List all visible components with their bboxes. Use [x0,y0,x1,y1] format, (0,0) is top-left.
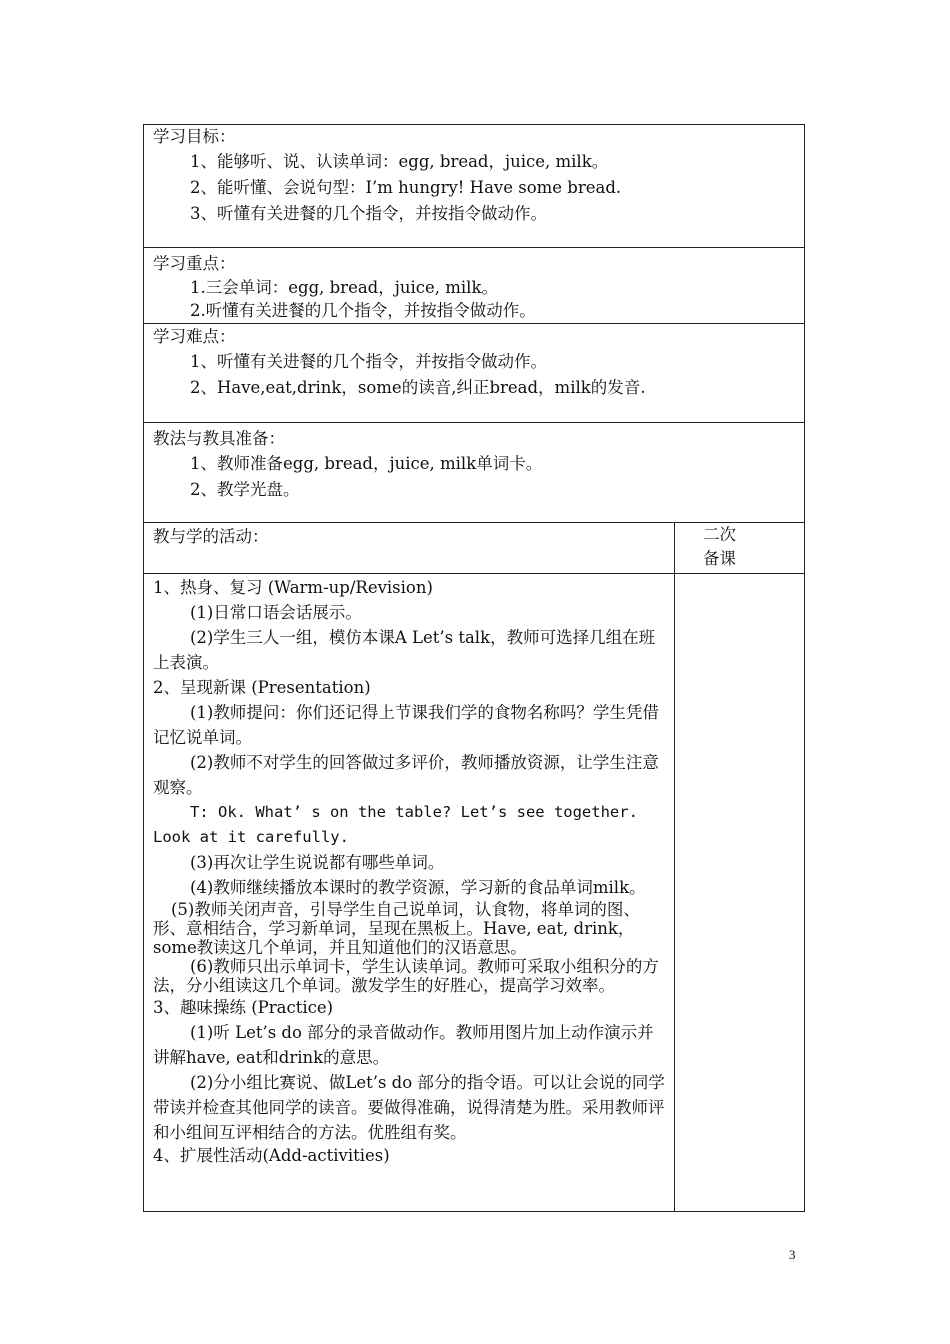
methods-row [144,423,805,523]
goal-item: 2、能听懂、会说句型：I’m hungry! Have some bread. [190,178,622,197]
activities-title-cell [144,523,675,574]
goals-cell [144,125,805,248]
section-heading: 4、扩展性活动(Add-activities) [153,1146,390,1165]
key-points-row [144,248,805,324]
activity-step: (1)教师提问：你们还记得上节课我们学的食物名称吗？学生凭借记忆说单词。 [153,703,659,747]
activities-title: 教与学的活动： [153,527,269,546]
teacher-dialogue: T: Ok. What’ s on the table? Let’s see together. Look at it carefully. [153,803,638,846]
key-points-title: 学习重点： [153,254,236,273]
key-point-item: 2.听懂有关进餐的几个指令，并按指令做动作。 [190,301,536,320]
second-prep-label: 二次 [703,525,736,544]
second-prep-label: 备课 [703,549,736,568]
difficulty-item: 1、听懂有关进餐的几个指令，并按指令做动作。 [190,352,547,371]
methods-title: 教法与教具准备： [153,429,285,448]
section-heading: 1、热身、复习 (Warm-up/Revision) [153,578,433,597]
activity-step: (4)教师继续播放本课时的教学资源，学习新的食品单词milk。 [190,878,646,897]
goal-item: 3、听懂有关进餐的几个指令，并按指令做动作。 [190,204,547,223]
method-item: 1、教师准备egg, bread，juice, milk单词卡。 [190,454,543,473]
activity-step: (1)日常口语会话展示。 [190,603,362,622]
lesson-plan-table [143,124,805,1212]
goals-row [144,125,805,248]
difficulties-cell [144,324,805,423]
activities-body-row [144,574,805,1212]
key-point-item: 1.三会单词：egg, bread，juice, milk。 [190,278,498,297]
difficulties-title: 学习难点： [153,327,236,346]
method-item: 2、教学光盘。 [190,480,300,499]
section-heading: 3、趣味操练 (Practice) [153,998,334,1017]
page-number: 3 [789,1247,796,1262]
activities-header-row [144,523,805,574]
activities-body-cell [144,574,675,1212]
activity-step: (2)学生三人一组，模仿本课A Let’s talk，教师可选择几组在班上表演。 [153,628,656,672]
section-heading: 2、呈现新课 (Presentation) [153,678,371,697]
activity-step: (2)分小组比赛说、做Let’s do 部分的指令语。可以让会说的同学带读并检查其他同学的读音。要做得准确，说得清楚为胜。采用教师评和小组间互评相结合的方法。优胜组有奖。 [153,1073,665,1142]
second-prep-header-cell [675,523,805,574]
difficulty-item: 2、Have,eat,drink，some的读音,纠正bread，milk的发音. [190,378,646,397]
key-points-cell [144,248,805,324]
activity-step: (2)教师不对学生的回答做过多评价，教师播放资源，让学生注意观察。 [153,753,659,797]
goal-item: 1、能够听、说、认读单词：egg, bread，juice, milk。 [190,152,609,171]
goals-title: 学习目标： [153,127,236,146]
difficulties-row [144,324,805,423]
activity-step: (3)再次让学生说说都有哪些单词。 [190,853,445,872]
activity-step: (5)教师关闭声音，引导学生自己说单词，认食物，将单词的图、形、意相结合，学习新单词，呈现在黑板上。Have, eat, drink，some教读这几个单词，并且知道他们的汉语意思。 [153,900,640,957]
activity-step: (1)听 Let’s do 部分的录音做动作。教师用图片加上动作演示并讲解have, eat和drink的意思。 [153,1023,654,1067]
methods-cell [144,423,805,523]
activity-step: (6)教师只出示单词卡，学生认读单词。教师可采取小组积分的方法，分小组读这几个单词。激发学生的好胜心，提高学习效率。 [153,957,659,995]
second-prep-body-cell [675,574,805,1212]
